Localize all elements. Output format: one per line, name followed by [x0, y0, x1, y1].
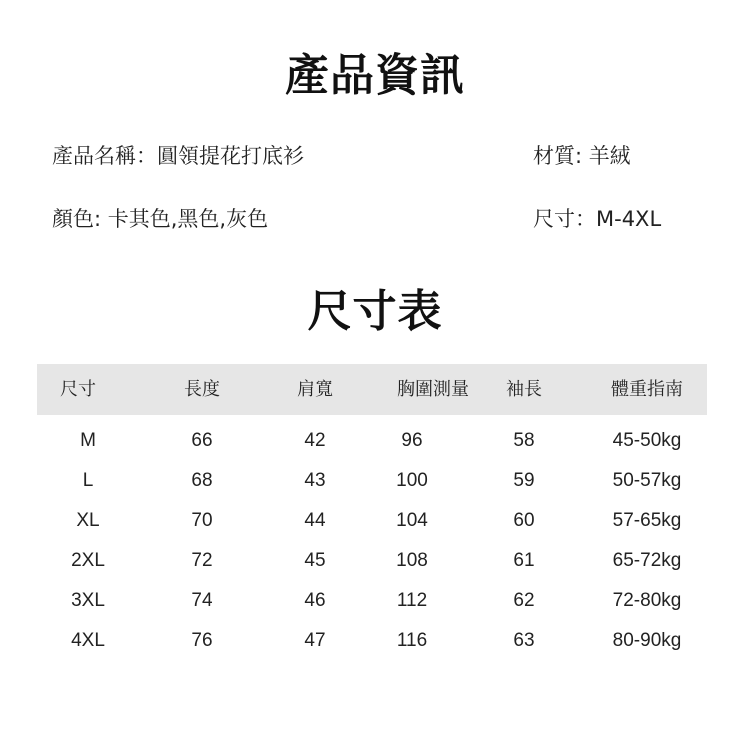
cell-weight: 45-50kg: [612, 430, 682, 451]
cell-size: 4XL: [71, 630, 105, 651]
cell-shoulder: 46: [304, 590, 326, 611]
product-name-text: 產品名稱：圓領提花打底衫: [52, 144, 304, 168]
header-length: 長度: [184, 379, 220, 400]
cell-chest: 116: [396, 630, 428, 651]
cell-chest: 96: [401, 430, 423, 451]
header-size: 尺寸: [60, 379, 96, 400]
cell-sleeve: 58: [513, 430, 535, 451]
cell-shoulder: 44: [304, 510, 326, 531]
cell-weight: 72-80kg: [612, 590, 682, 611]
table-row: [37, 541, 707, 581]
cell-size: L: [82, 470, 94, 491]
header-shoulder: 肩寬: [297, 379, 333, 400]
material-text: 材質: 羊絨: [533, 144, 631, 168]
cell-chest: 104: [396, 510, 428, 531]
size-range-text: 尺寸：M-4XL: [533, 207, 662, 231]
cell-shoulder: 47: [304, 630, 326, 651]
cell-chest: 100: [396, 470, 428, 491]
table-row: [37, 421, 707, 461]
cell-weight: 50-57kg: [612, 470, 682, 491]
table-row: [37, 501, 707, 541]
cell-size: 3XL: [71, 590, 105, 611]
header-weight-guide: 體重指南: [611, 379, 683, 400]
cell-size: 2XL: [71, 550, 105, 571]
cell-sleeve: 59: [513, 470, 535, 491]
table-row: [37, 581, 707, 621]
cell-sleeve: 62: [513, 590, 535, 611]
cell-chest: 108: [396, 550, 428, 571]
cell-length: 76: [191, 630, 213, 651]
header-chest: 胸圍測量: [397, 379, 469, 400]
cell-sleeve: 61: [513, 550, 535, 571]
cell-shoulder: 43: [304, 470, 326, 491]
cell-shoulder: 42: [304, 430, 326, 451]
cell-sleeve: 60: [513, 510, 535, 531]
cell-length: 66: [191, 430, 213, 451]
table-row: [37, 461, 707, 501]
color-text: 顏色: 卡其色,黑色,灰色: [52, 207, 269, 231]
cell-sleeve: 63: [513, 630, 535, 651]
cell-weight: 65-72kg: [612, 550, 682, 571]
size-chart-title: 尺寸表: [307, 286, 443, 337]
cell-length: 74: [191, 590, 213, 611]
cell-length: 72: [191, 550, 213, 571]
cell-size: XL: [76, 510, 100, 531]
header-sleeve: 袖長: [506, 379, 542, 400]
size-table-body: [37, 421, 707, 661]
cell-size: M: [80, 430, 96, 451]
cell-chest: 112: [396, 590, 428, 611]
cell-weight: 80-90kg: [612, 630, 682, 651]
cell-shoulder: 45: [304, 550, 326, 571]
product-info-title: 產品資訊: [285, 50, 465, 101]
table-row: [37, 621, 707, 661]
size-table-header: [37, 364, 707, 415]
cell-weight: 57-65kg: [612, 510, 682, 531]
cell-length: 68: [191, 470, 213, 491]
cell-length: 70: [191, 510, 213, 531]
